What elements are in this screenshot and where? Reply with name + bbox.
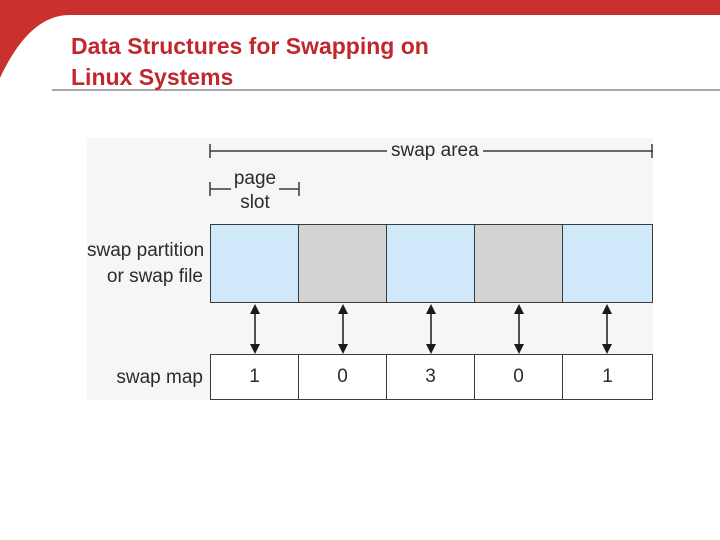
- swap-partition-label: [87, 238, 203, 290]
- page-slot: [211, 225, 299, 302]
- page-slot-label-line-1: page: [233, 168, 277, 189]
- page-slot: [563, 225, 652, 302]
- swap-map-cell: 1: [563, 355, 652, 399]
- swap-diagram: [87, 138, 653, 400]
- page-slot-label-line-2: slot: [240, 192, 270, 213]
- slide-title-line-2: Linux Systems: [71, 64, 234, 90]
- slide-header: [0, 0, 720, 100]
- swap-map-cell: 3: [387, 355, 475, 399]
- double-arrow-icon: [602, 304, 612, 354]
- double-arrow-icon: [514, 304, 524, 354]
- swap-area-label: swap area: [387, 140, 483, 162]
- slide-title: [71, 31, 429, 93]
- slide-title-line-1: Data Structures for Swapping on: [71, 33, 429, 59]
- page-slot: [299, 225, 387, 302]
- swap-partition-label-line-2: or swap file: [106, 266, 203, 287]
- page-slot: [475, 225, 563, 302]
- double-arrow-icon: [250, 304, 260, 354]
- swap-map-label: swap map: [87, 367, 203, 389]
- swap-map-cell: 0: [299, 355, 387, 399]
- swap-map-cell: 0: [475, 355, 563, 399]
- page-slot: [387, 225, 475, 302]
- double-arrow-icon: [426, 304, 436, 354]
- swap-partition-label-line-1: swap partition: [87, 240, 205, 261]
- page-slot-label: [231, 167, 279, 215]
- double-arrow-icon: [338, 304, 348, 354]
- swap-map-cell: 1: [211, 355, 299, 399]
